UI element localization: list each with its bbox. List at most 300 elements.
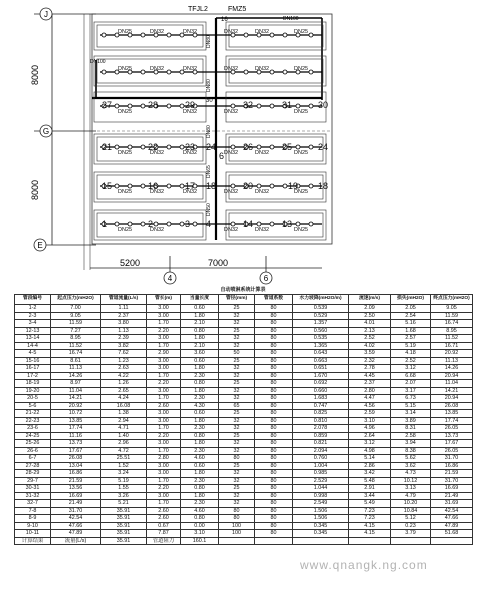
table-cell: 4.30 [181, 402, 219, 410]
table-cell: 11.13 [431, 357, 473, 365]
sprinkler-head [309, 33, 313, 37]
sprinkler-head [296, 104, 300, 108]
table-cell: 8.97 [51, 380, 101, 388]
footer-cell: 160.1 [181, 537, 219, 545]
pipe-label: DN25 [118, 227, 133, 233]
table-cell: 2.50 [349, 312, 391, 320]
table-cell: 3.80 [101, 320, 147, 328]
table-cell: 14-4 [15, 342, 51, 350]
pipe-label: DN32 [150, 227, 165, 233]
table-cell: 0.345 [293, 530, 349, 538]
table-cell: 80 [255, 327, 293, 335]
table-cell: 31.70 [431, 455, 473, 463]
sprinkler-head [283, 184, 287, 188]
table-cell: 5.62 [391, 455, 431, 463]
table-cell: 20.94 [431, 372, 473, 380]
table-cell: 3.10 [181, 530, 219, 538]
footer-cell [255, 537, 293, 545]
table-cell: 2.30 [181, 395, 219, 403]
table-cell: 32 [219, 365, 255, 373]
table-cell: 80 [219, 455, 255, 463]
table-cell: 8.95 [51, 335, 101, 343]
table-cell: 16.74 [431, 320, 473, 328]
table-cell: 2.20 [147, 380, 181, 388]
sprinkler-head [141, 184, 145, 188]
table-cell: 9.05 [431, 305, 473, 313]
table-cell: 5.16 [391, 320, 431, 328]
table-cell: 32 [219, 500, 255, 508]
table-row [15, 312, 473, 320]
table-header-row [15, 295, 473, 305]
table-cell: 8.95 [431, 327, 473, 335]
sprinkler-head [231, 145, 235, 149]
pipe-label: DN32 [224, 150, 239, 156]
pipe-label: DN25 [294, 227, 309, 233]
table-cell: 3.59 [349, 350, 391, 358]
table-cell: 21-22 [15, 410, 51, 418]
table-cell: 2.549 [293, 500, 349, 508]
table-cell: 80 [255, 515, 293, 523]
node-number: 25 [282, 142, 293, 152]
table-cell: 12-13 [15, 327, 51, 335]
table-cell: 3.94 [391, 440, 431, 448]
table-cell: 2.32 [349, 357, 391, 365]
table-cell: 80 [255, 447, 293, 455]
table-cell: 2.94 [101, 417, 147, 425]
table-cell: 0.651 [293, 365, 349, 373]
sprinkler-head [309, 70, 313, 74]
table-cell: 16.69 [51, 492, 101, 500]
table-cell: 80 [255, 417, 293, 425]
table-cell: 11.16 [51, 432, 101, 440]
table-cell: 17.67 [431, 440, 473, 448]
table-cell: 4.60 [181, 507, 219, 515]
table-cell: 1.357 [293, 320, 349, 328]
table-cell: 5.14 [349, 455, 391, 463]
node-number: 26 [243, 142, 254, 152]
footer-cell [219, 537, 255, 545]
table-cell: 0.60 [181, 410, 219, 418]
table-cell: 2.078 [293, 425, 349, 433]
sprinkler-head [270, 145, 274, 149]
table-row [15, 477, 473, 485]
table-body [15, 305, 473, 545]
table-cell: 3.60 [181, 350, 219, 358]
table-cell: 2.30 [181, 477, 219, 485]
table-row [15, 305, 473, 313]
sprinkler-head [257, 145, 261, 149]
table-row [15, 395, 473, 403]
table-cell: 80 [255, 432, 293, 440]
pipe-label: DN32 [224, 109, 239, 115]
table-cell: 1.70 [147, 500, 181, 508]
table-row [15, 492, 473, 500]
sprinkler-head [283, 33, 287, 37]
table-cell: 2.094 [293, 447, 349, 455]
table-cell: 1.68 [391, 327, 431, 335]
table-cell: 2.63 [101, 365, 147, 373]
table-cell: 1.23 [101, 357, 147, 365]
pipe-label: DN32 [255, 66, 270, 72]
sprinkler-head [270, 104, 274, 108]
table-cell: 2.07 [391, 380, 431, 388]
table-cell: 80 [255, 372, 293, 380]
table-cell: 35.91 [101, 515, 147, 523]
sprinkler-head [180, 104, 184, 108]
pipe-label: DN25 [118, 29, 133, 35]
pipe-label: DN25 [294, 150, 309, 156]
table-cell: 2.96 [101, 440, 147, 448]
table-cell: 2.52 [349, 335, 391, 343]
table-cell: 20.92 [431, 350, 473, 358]
grid-label-E: E [37, 241, 43, 250]
pipe-label: DN25 [294, 66, 309, 72]
node-number: 15 [102, 181, 113, 191]
riser-size-label: DN80 [206, 79, 212, 92]
table-cell: 80 [255, 365, 293, 373]
table-cell: 1.80 [181, 470, 219, 478]
node-number: 3 [185, 219, 191, 229]
riser-size-label: DN80 [206, 125, 212, 138]
table-cell: 80 [255, 320, 293, 328]
riser-label-tfjl2: TFJL2 [188, 6, 208, 13]
node-number: 23 [185, 142, 196, 152]
table-cell: 14.21 [431, 387, 473, 395]
table-cell: 0.821 [293, 440, 349, 448]
table-cell: 8.61 [51, 357, 101, 365]
table-cell: 13.56 [51, 485, 101, 493]
table-cell: 80 [255, 395, 293, 403]
pipe-label: DN25 [118, 189, 133, 195]
header-cell: 管道系数 [255, 295, 293, 305]
table-cell: 7.23 [349, 507, 391, 515]
table-cell: 2.529 [293, 477, 349, 485]
table-row [15, 380, 473, 388]
pipe-label: DN25 [118, 150, 133, 156]
table-cell: 5.21 [101, 500, 147, 508]
sprinkler-head [257, 222, 261, 226]
table-cell: 6.68 [391, 372, 431, 380]
table-cell: 5.19 [101, 477, 147, 485]
table-cell: 0.60 [181, 357, 219, 365]
table-title: 自动喷淋系统计算表 [220, 287, 266, 293]
table-cell: 16.86 [431, 462, 473, 470]
node-number: 2 [148, 219, 154, 229]
table-row [15, 462, 473, 470]
table-cell: 2.58 [391, 432, 431, 440]
sprinkler-head [167, 33, 171, 37]
node-number: 17 [185, 181, 196, 191]
table-cell: 35.91 [101, 530, 147, 538]
grid-label-6: 6 [263, 274, 269, 283]
table-cell: 32-7 [15, 500, 51, 508]
header-cell: 管道流量(L/s) [101, 295, 147, 305]
node-number: 18 [206, 181, 217, 191]
table-cell: 28-29 [15, 470, 51, 478]
table-cell: 3.24 [101, 470, 147, 478]
table-cell: 4.71 [101, 425, 147, 433]
table-cell: 3.62 [391, 462, 431, 470]
table-cell: 42.54 [51, 515, 101, 523]
table-cell: 31-32 [15, 492, 51, 500]
sprinkler-head [115, 104, 119, 108]
table-cell: 1.70 [147, 342, 181, 350]
table-cell: 25 [219, 305, 255, 313]
table-cell: 2.59 [349, 410, 391, 418]
table-cell: 80 [219, 507, 255, 515]
table-cell: 0.859 [293, 432, 349, 440]
table-cell: 80 [255, 462, 293, 470]
table-cell: 21.49 [431, 492, 473, 500]
table-cell: 0.985 [293, 470, 349, 478]
table-cell: 31.70 [431, 477, 473, 485]
table-cell: 1.80 [181, 492, 219, 500]
table-cell: 9.05 [51, 312, 101, 320]
table-cell: 80 [255, 342, 293, 350]
table-cell: 42.54 [431, 507, 473, 515]
table-cell: 0.345 [293, 522, 349, 530]
table-cell: 65 [219, 402, 255, 410]
table-cell: 0.810 [293, 417, 349, 425]
sprinkler-head [283, 70, 287, 74]
table-cell: 31.70 [51, 507, 101, 515]
table-cell: 2.30 [181, 372, 219, 380]
node-number: 4 [206, 219, 212, 229]
table-cell: 2.13 [349, 327, 391, 335]
table-cell: 7.23 [349, 515, 391, 523]
table-cell: 10.72 [51, 410, 101, 418]
header-cell: 损失(mH2O) [391, 295, 431, 305]
table-cell: 2.91 [349, 485, 391, 493]
table-cell: 7.27 [51, 327, 101, 335]
node-number: 24 [206, 142, 217, 152]
table-cell: 21.59 [431, 470, 473, 478]
table-row [15, 485, 473, 493]
table-cell: 11.04 [431, 380, 473, 388]
table-cell: 1.365 [293, 342, 349, 350]
table-cell: 14.26 [431, 365, 473, 373]
footer-cell: 流量(L/s) [51, 537, 101, 545]
table-row [15, 327, 473, 335]
table-cell: 20.92 [51, 402, 101, 410]
table-cell: 3.00 [147, 357, 181, 365]
table-cell: 80 [255, 335, 293, 343]
table-cell: 2.30 [181, 500, 219, 508]
dn100-left-label: DN100 [90, 59, 106, 65]
table-cell: 3.00 [147, 312, 181, 320]
table-cell: 27-28 [15, 462, 51, 470]
table-cell: 0.692 [293, 380, 349, 388]
table-row [15, 410, 473, 418]
sprinkler-head [180, 222, 184, 226]
table-cell: 47.89 [51, 530, 101, 538]
table-cell: 100 [219, 530, 255, 538]
table-cell: 0.535 [293, 335, 349, 343]
table-cell: 10.12 [391, 477, 431, 485]
table-cell: 0.529 [293, 312, 349, 320]
sprinkler-head [309, 184, 313, 188]
table-cell: 4.73 [391, 470, 431, 478]
table-cell: 3.00 [147, 492, 181, 500]
dim-7000: 7000 [207, 258, 229, 268]
sprinkler-head [128, 222, 132, 226]
pipe-label: DN32 [183, 109, 198, 115]
pipe-label: DN32 [183, 29, 198, 35]
node-number: 19 [288, 181, 299, 191]
pipe-label: DN25 [294, 189, 309, 195]
table-cell: 11.59 [431, 312, 473, 320]
table-cell: 21.59 [51, 477, 101, 485]
table-cell: 21.49 [51, 500, 101, 508]
header-cell: 流速(m/s) [349, 295, 391, 305]
table-cell: 1.80 [181, 440, 219, 448]
table-row [15, 515, 473, 523]
table-cell: 2.64 [349, 432, 391, 440]
dim-8000-upper: 8000 [30, 64, 40, 86]
hydraulic-calc-table-panel [14, 286, 472, 604]
pipe-label: DN25 [294, 29, 309, 35]
table-cell: 11.59 [51, 320, 101, 328]
sprinkler-head [115, 184, 119, 188]
table-cell: 1.80 [181, 387, 219, 395]
table-cell: 0.80 [181, 432, 219, 440]
table-row [15, 357, 473, 365]
table-cell: 4.47 [349, 395, 391, 403]
table-cell: 26.05 [431, 425, 473, 433]
table-cell: 35.91 [101, 522, 147, 530]
table-cell: 80 [255, 507, 293, 515]
table-row [15, 402, 473, 410]
table-cell: 25 [219, 357, 255, 365]
table-cell: 4.01 [349, 320, 391, 328]
sprinkler-head [270, 184, 274, 188]
sprinkler-head [244, 33, 248, 37]
node-number: 24 [318, 142, 329, 152]
header-cell: 管长(m) [147, 295, 181, 305]
table-cell: 80 [255, 455, 293, 463]
table-cell: 5.15 [391, 402, 431, 410]
table-cell: 2.20 [147, 432, 181, 440]
table-cell: 80 [255, 305, 293, 313]
table-cell: 13-14 [15, 335, 51, 343]
table-cell: 17.74 [51, 425, 101, 433]
table-cell: 80 [255, 387, 293, 395]
table-cell: 5.19 [391, 342, 431, 350]
table-cell: 8-9 [15, 515, 51, 523]
pipe-label: DN32 [224, 29, 239, 35]
sprinkler-head [231, 184, 235, 188]
pipe-label: DN32 [255, 29, 270, 35]
table-cell: 1.044 [293, 485, 349, 493]
table-cell: 9-10 [15, 522, 51, 530]
table-cell: 0.643 [293, 350, 349, 358]
pipe-label: DN32 [183, 66, 198, 72]
table-cell: 1.70 [147, 477, 181, 485]
table-cell: 0.539 [293, 305, 349, 313]
table-cell: 7.62 [101, 350, 147, 358]
table-cell: 3.79 [391, 530, 431, 538]
table-cell: 0.760 [293, 455, 349, 463]
table-row [15, 507, 473, 515]
table-cell: 80 [219, 515, 255, 523]
table-cell: 15-16 [15, 357, 51, 365]
table-cell: 0.80 [181, 515, 219, 523]
pipe-label: DN32 [255, 189, 270, 195]
table-footer-row [15, 537, 473, 545]
header-cell: 起点压力(mH2O) [51, 295, 101, 305]
table-cell: 3.10 [349, 417, 391, 425]
sprinkler-head [154, 222, 158, 226]
table-cell: 13.04 [51, 462, 101, 470]
table-cell: 31.69 [431, 500, 473, 508]
table-cell: 4.79 [391, 492, 431, 500]
table-cell: 11.13 [51, 365, 101, 373]
node-number: 29 [185, 100, 196, 110]
table-cell: 2.90 [147, 350, 181, 358]
sprinkler-head [141, 145, 145, 149]
table-cell: 80 [255, 410, 293, 418]
table-cell: 2.20 [147, 485, 181, 493]
table-cell: 1.70 [147, 372, 181, 380]
table-cell: 1.80 [181, 417, 219, 425]
dim-8000-lower: 8000 [30, 179, 40, 201]
table-cell: 80 [255, 350, 293, 358]
table-cell: 32 [219, 470, 255, 478]
table-cell: 1.004 [293, 462, 349, 470]
table-cell: 51.68 [431, 530, 473, 538]
table-cell: 13.73 [431, 432, 473, 440]
table-row [15, 320, 473, 328]
table-cell: 5-6 [15, 402, 51, 410]
grid-label-G: G [42, 127, 50, 136]
table-cell: 20.94 [431, 395, 473, 403]
table-cell: 0.660 [293, 387, 349, 395]
sprinkler-head [128, 184, 132, 188]
grid-label-J: J [44, 10, 48, 19]
sprinkler-head [270, 70, 274, 74]
table-cell: 3.00 [147, 440, 181, 448]
node-number: 30 [206, 98, 213, 104]
riser-label-16: 16 [221, 17, 228, 23]
table-cell: 2.30 [181, 425, 219, 433]
table-row [15, 417, 473, 425]
table-cell: 23-6 [15, 425, 51, 433]
table-cell: 16.74 [51, 350, 101, 358]
table-cell: 2-3 [15, 312, 51, 320]
table-row [15, 447, 473, 455]
table-cell: 0.67 [147, 522, 181, 530]
sprinkler-head [167, 70, 171, 74]
table-cell: 13.85 [51, 417, 101, 425]
table-cell: 3.42 [349, 470, 391, 478]
table-cell: 11.52 [431, 335, 473, 343]
table-cell: 10-11 [15, 530, 51, 538]
table-cell: 1.683 [293, 395, 349, 403]
table-cell: 8.31 [391, 425, 431, 433]
table-cell: 100 [219, 522, 255, 530]
table-cell: 0.80 [181, 485, 219, 493]
table-cell: 1.11 [101, 305, 147, 313]
sprinkler-head [309, 145, 313, 149]
table-cell: 2.60 [147, 515, 181, 523]
table-row [15, 335, 473, 343]
table-cell: 80 [255, 530, 293, 538]
table-cell: 3.00 [147, 462, 181, 470]
table-cell: 18-19 [15, 380, 51, 388]
pipe-label: DN32 [150, 66, 165, 72]
table-cell: 8.38 [391, 447, 431, 455]
table-cell: 6.73 [391, 395, 431, 403]
